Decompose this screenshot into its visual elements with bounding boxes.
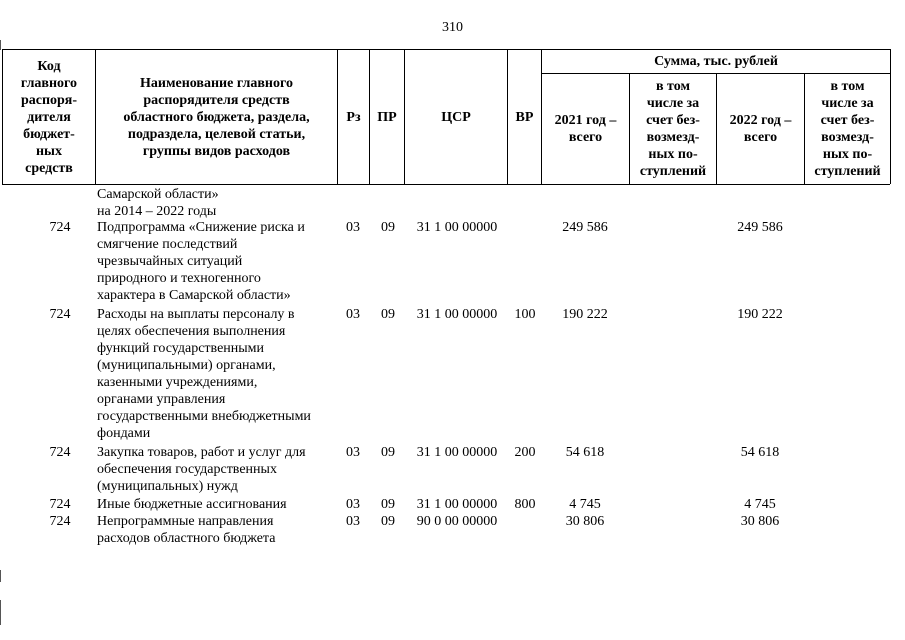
cell-name: Самарской области» на 2014 – 2022 годы [97, 187, 219, 219]
header-csr: ЦСР [441, 109, 471, 125]
cell-rz: 03 [346, 445, 360, 460]
scan-margin-mark [0, 40, 1, 50]
scan-margin-mark [0, 570, 1, 582]
header-sum: Сумма, тыс. рублей [654, 54, 778, 69]
header-pr: ПР [377, 109, 397, 125]
cell-pr: 09 [381, 514, 395, 529]
cell-code: 724 [49, 307, 71, 322]
header-2021-total: 2021 год – всего [554, 113, 617, 145]
cell-rz: 03 [346, 220, 360, 235]
cell-2021-total: 54 618 [565, 445, 605, 460]
cell-code: 724 [49, 514, 71, 529]
cell-2022-total: 30 806 [740, 514, 780, 529]
page-number: 310 [442, 20, 463, 35]
cell-name: Иные бюджетные ассигнования [97, 497, 287, 512]
cell-2021-total: 249 586 [562, 220, 608, 235]
cell-pr: 09 [381, 307, 395, 322]
cell-vr: 200 [514, 445, 536, 460]
cell-name: Закупка товаров, работ и услуг для обеспечения государственных (муниципальных) нужд [97, 445, 306, 494]
cell-2021-total: 4 745 [569, 497, 601, 512]
cell-2022-total: 190 222 [737, 307, 783, 322]
cell-code: 724 [49, 497, 71, 512]
cell-pr: 09 [381, 445, 395, 460]
header-name: Наименование главного распорядителя средств областного бюджета, раздела, подраздела, целевой статьи, группы видов расходов [123, 75, 310, 159]
cell-2022-total: 4 745 [744, 497, 776, 512]
cell-rz: 03 [346, 497, 360, 512]
cell-csr: 90 0 00 00000 [416, 514, 498, 529]
cell-pr: 09 [381, 497, 395, 512]
cell-rz: 03 [346, 514, 360, 529]
cell-2021-total: 190 222 [562, 307, 608, 322]
cell-name: Подпрограмма «Снижение риска и смягчение последствий чрезвычайных ситуаций природного и техногенного характера в Самарской области» [97, 220, 305, 303]
cell-2022-total: 249 586 [737, 220, 783, 235]
cell-code: 724 [49, 220, 71, 235]
header-2022-total: 2022 год – всего [729, 113, 792, 145]
header-rz: Рз [346, 109, 361, 125]
cell-2022-total: 54 618 [740, 445, 780, 460]
cell-vr: 100 [514, 307, 536, 322]
cell-rz: 03 [346, 307, 360, 322]
header-vr: ВР [515, 109, 534, 125]
cell-csr: 31 1 00 00000 [416, 497, 498, 512]
cell-pr: 09 [381, 220, 395, 235]
header-code: Код главного распоря- дителя бюджет- ных средств [20, 58, 78, 176]
cell-vr: 800 [514, 497, 536, 512]
cell-name: Непрограммные направления расходов областного бюджета [97, 514, 276, 546]
cell-csr: 31 1 00 00000 [416, 307, 498, 322]
cell-name: Расходы на выплаты персоналу в целях обеспечения выполнения функций государственными (муниципальными) органами, казенными учреждениями, органами управления государственными внебюджетными фондами [97, 307, 311, 441]
cell-csr: 31 1 00 00000 [416, 220, 498, 235]
cell-code: 724 [49, 445, 71, 460]
header-2021-free: в том числе за счет без- возмезд- ных по- ступлений [639, 79, 707, 179]
cell-csr: 31 1 00 00000 [416, 445, 498, 460]
cell-2021-total: 30 806 [565, 514, 605, 529]
scan-margin-mark [0, 600, 1, 625]
header-2022-free: в том числе за счет без- возмезд- ных по- ступлений [814, 79, 881, 179]
